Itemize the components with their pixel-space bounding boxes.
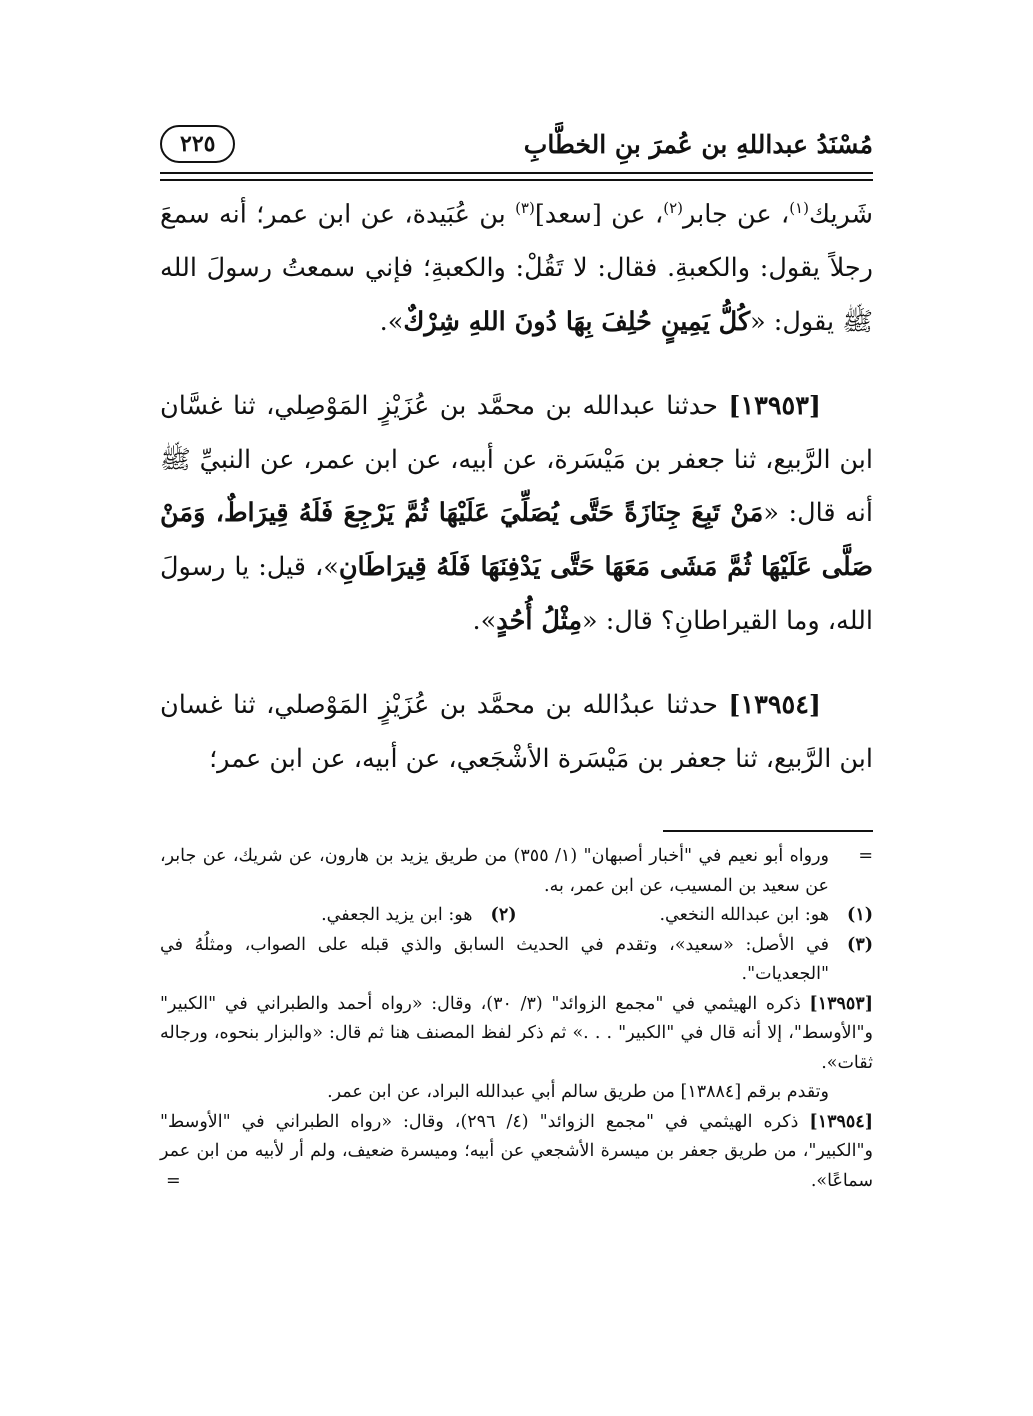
- footnote-13953-cross-ref: وتقدم برقم [١٣٨٨٤] من طريق سالم أبي عبدالله البراد، عن ابن عمر.: [327, 1082, 829, 1102]
- continuation-mark: =: [858, 846, 873, 866]
- paragraph-13954: [١٣٩٥٤] حدثنا عبدُالله بن محمَّد بن عُزَيْزٍ المَوْصلي، ثنا غسان ابن الرَّبيع، ثنا جعفر بن مَيْسَرة الأشْجَعي، عن أبيه، عن ابن عمر؛: [160, 690, 873, 774]
- running-title: مُسْنَدُ عبداللهِ بن عُمرَ بنِ الخطَّابِ: [523, 129, 873, 159]
- footnote-row-1-2: [160, 901, 873, 931]
- hadith-text: مِثْلُ أُحُدٍ: [496, 605, 583, 636]
- main-text: [160, 182, 873, 786]
- footnote-separator: [663, 830, 873, 832]
- paragraph-13953: [١٣٩٥٣] حدثنا عبدالله بن محمَّد بن عُزَيْزٍ المَوْصِلي، ثنا غسَّان ابن الرَّبيع، ثنا جعفر بن مَيْسَرة، عن أبيه، عن ابن عمر، عن النبيِّ ﷺ أنه قال: «مَنْ تَبِعَ جِنَازَةً حَتَّى يُصَلِّيَ عَلَيْهَا ثُمَّ يَرْجِعَ فَلَهُ قِيرَاطٌ، وَمَنْ صَلَّى عَلَيْهَا ثُمَّ مَشَى مَعَهَا حَتَّى يَدْفِنَهَا فَلَهُ قِيرَاطَانِ»، قيل: يا رسولَ الله، وما القيراطانِ؟ قال: «مِثْلُ أُحُدٍ».: [160, 391, 873, 636]
- footnote-13953: [١٣٩٥٣] ذكره الهيثمي في "مجمع الزوائد" (٣/ ٣٠)، وقال: «رواه أحمد والطبراني في "الكبير" و"الأوسط"، إلا أنه قال في "الكبير" . . .» ثم ذكر لفظ المصنف هنا ثم قال: «والبزار بنحوه، ورجاله ثقات».: [160, 993, 873, 1073]
- paragraph-1: شَريك$^{(١)}$، عن جابر$^{(٢)}$، عن [سعد]$^{(٣)}$ بن عُبَيدة، عن ابن عمر؛ أنه سمعَ رجلاً يقول: والكعبةِ. فقال: لا تَقُلْ: والكعبةِ؛ فإني سمعتُ رسولَ الله ﷺ يقول: «كُلُّ يَمِينٍ حُلِفَ بِهَا دُونَ اللهِ شِرْكٌ».: [160, 199, 873, 337]
- footnote-ref-1: (١): [789, 199, 809, 217]
- hadith-text: مَنْ تَبِعَ جِنَازَةً حَتَّى يُصَلِّيَ عَلَيْهَا ثُمَّ يَرْجِعَ فَلَهُ قِيرَاطٌ، وَمَنْ صَلَّى عَلَيْهَا ثُمَّ مَشَى مَعَهَا حَتَّى يَدْفِنَهَا فَلَهُ قِيرَاطَانِ: [160, 498, 873, 583]
- hadith-number: [١٣٩٥٤]: [728, 690, 821, 721]
- footnote-continuation: = ورواه أبو نعيم في "أخبار أصبهان" (١/ ٣٥٥) من طريق يزيد بن هارون، عن شريك، عن جابر، عن سعيد بن المسيب، عن ابن عمر، به.: [160, 842, 873, 901]
- footnote-ref-2: (٢): [663, 199, 684, 217]
- footnote-2: (٢) هو: ابن يزيد الجعفي.: [321, 905, 517, 925]
- header-rule: [160, 172, 873, 181]
- footnote-1: (١) هو: ابن عبدالله النخعي.: [659, 905, 873, 925]
- page-header: [160, 118, 873, 170]
- footnote-ref-3: (٣): [515, 199, 535, 217]
- footnote-3: (٣) في الأصل: «سعيد»، وتقدم في الحديث السابق والذي قبله على الصواب، ومثلُهُ في "الجعديات".: [160, 934, 873, 984]
- hadith-number: [١٣٩٥٣]: [728, 391, 821, 422]
- footnote-13954: [١٣٩٥٤] ذكره الهيثمي في "مجمع الزوائد" (٤/ ٢٩٦)، وقال: «رواه الطبراني في "الأوسط" و"الكبير"، من طريق جعفر بن ميسرة الأشجعي عن أبيه؛ وميسرة ضعيف، ولم أر لأبيه من ابن عمر سماعًا». =: [160, 1108, 873, 1197]
- continuation-mark-end: =: [166, 1170, 181, 1191]
- page-number: ٢٢٥: [160, 125, 235, 163]
- footnotes: [160, 842, 873, 1196]
- hadith-text: كُلُّ يَمِينٍ حُلِفَ بِهَا دُونَ اللهِ شِرْكٌ: [403, 306, 751, 337]
